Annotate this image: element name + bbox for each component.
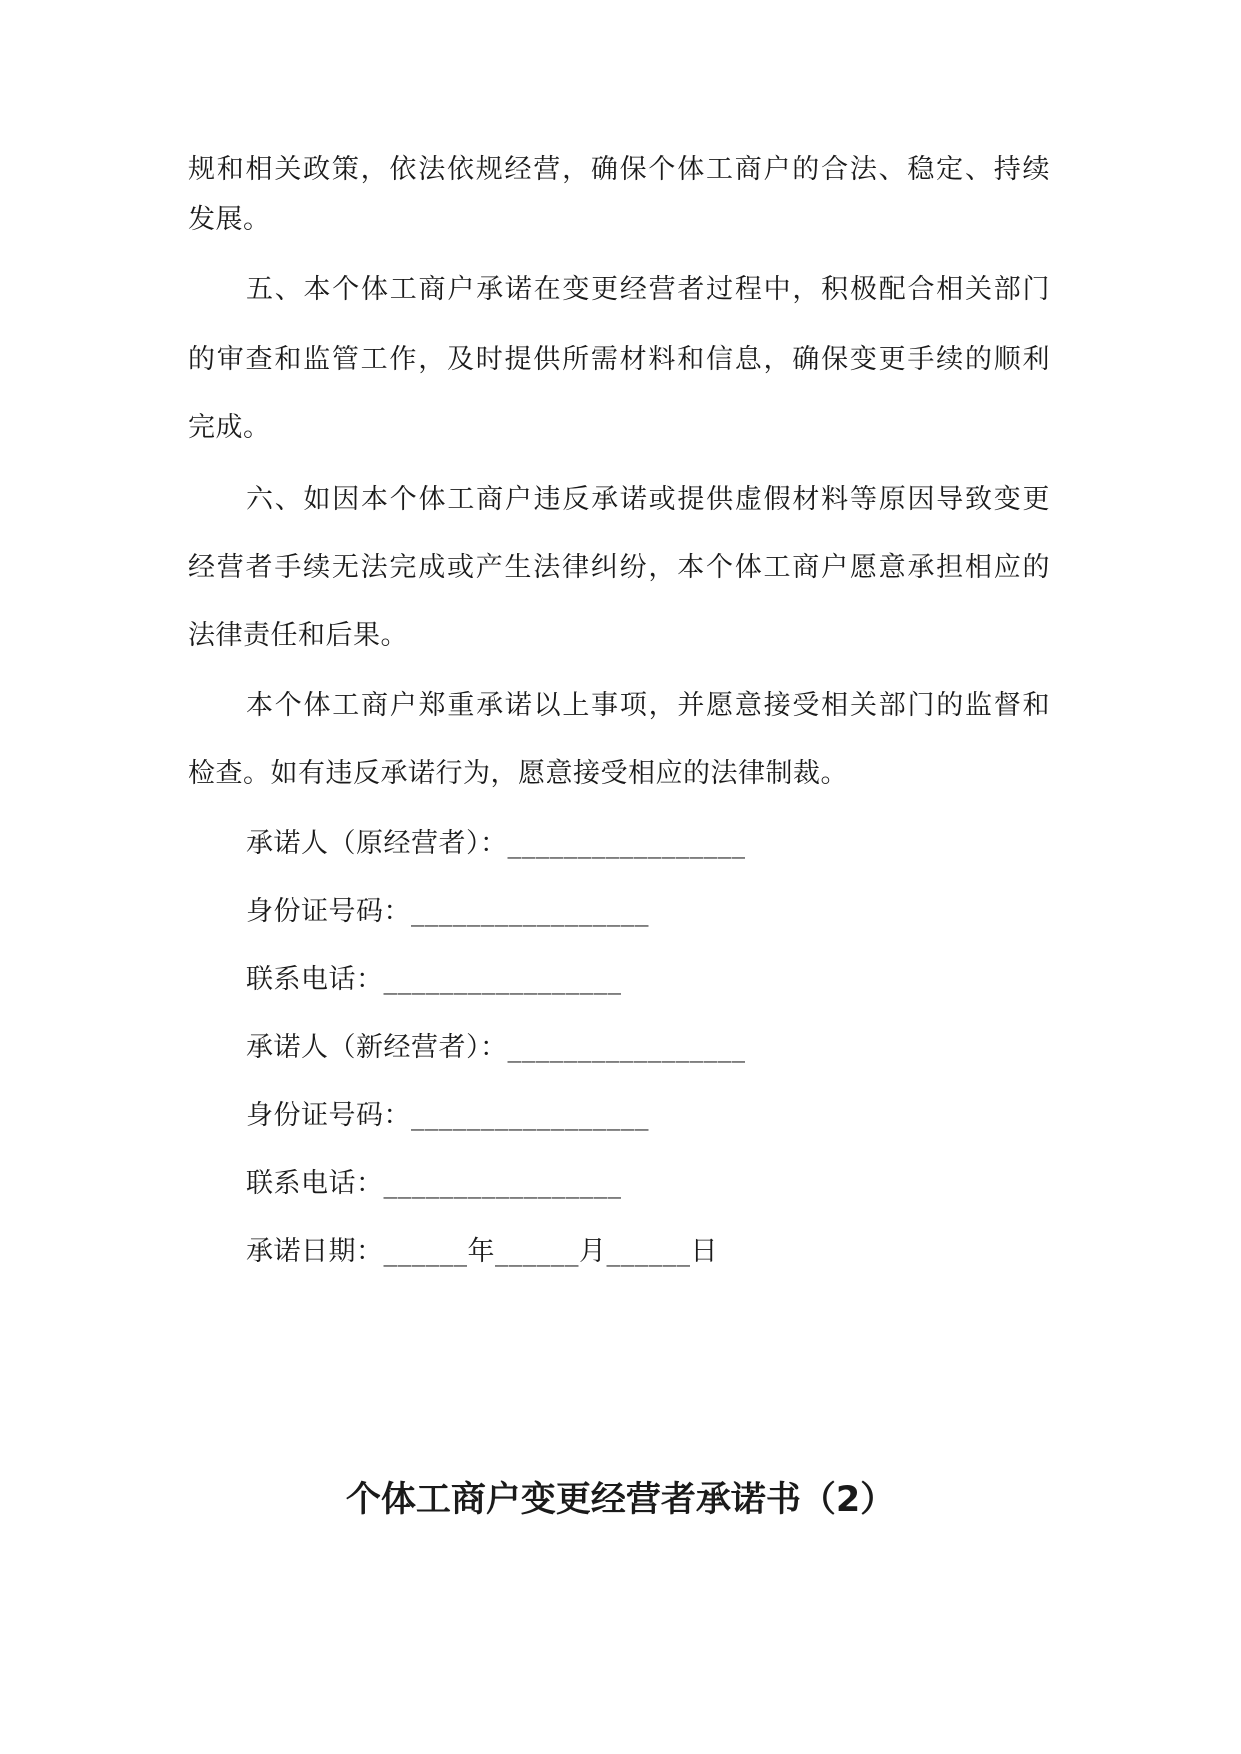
signature-new-operator: 承诺人（新经营者）：_________________ [246, 1032, 746, 1063]
paragraph-line: 检查。如有违反承诺行为，愿意接受相应的法律制裁。 [188, 758, 848, 789]
signature-date: 承诺日期：______年______月______日 [246, 1236, 718, 1267]
paragraph-line: 发展。 [188, 204, 271, 235]
next-document-title: 个体工商户变更经营者承诺书（2） [345, 1480, 896, 1520]
paragraph-line: 完成。 [188, 412, 271, 443]
paragraph-line: 经营者手续无法完成或产生法律纠纷，本个体工商户愿意承担相应的 [188, 552, 1050, 583]
paragraph-line: 的审查和监管工作，及时提供所需材料和信息，确保变更手续的顺利 [188, 344, 1050, 375]
signature-new-id: 身份证号码：_________________ [246, 1100, 649, 1131]
paragraph-line: 规和相关政策，依法依规经营，确保个体工商户的合法、稳定、持续 [188, 154, 1050, 185]
paragraph-line: 五、本个体工商户承诺在变更经营者过程中，积极配合相关部门 [246, 274, 1050, 305]
signature-new-phone: 联系电话：_________________ [246, 1168, 622, 1199]
paragraph-line: 本个体工商户郑重承诺以上事项，并愿意接受相关部门的监督和 [246, 690, 1050, 721]
paragraph-line: 六、如因本个体工商户违反承诺或提供虚假材料等原因导致变更 [246, 484, 1050, 515]
signature-original-phone: 联系电话：_________________ [246, 964, 622, 995]
signature-original-id: 身份证号码：_________________ [246, 896, 649, 927]
signature-original-operator: 承诺人（原经营者）：_________________ [246, 828, 746, 859]
paragraph-line: 法律责任和后果。 [188, 620, 408, 651]
